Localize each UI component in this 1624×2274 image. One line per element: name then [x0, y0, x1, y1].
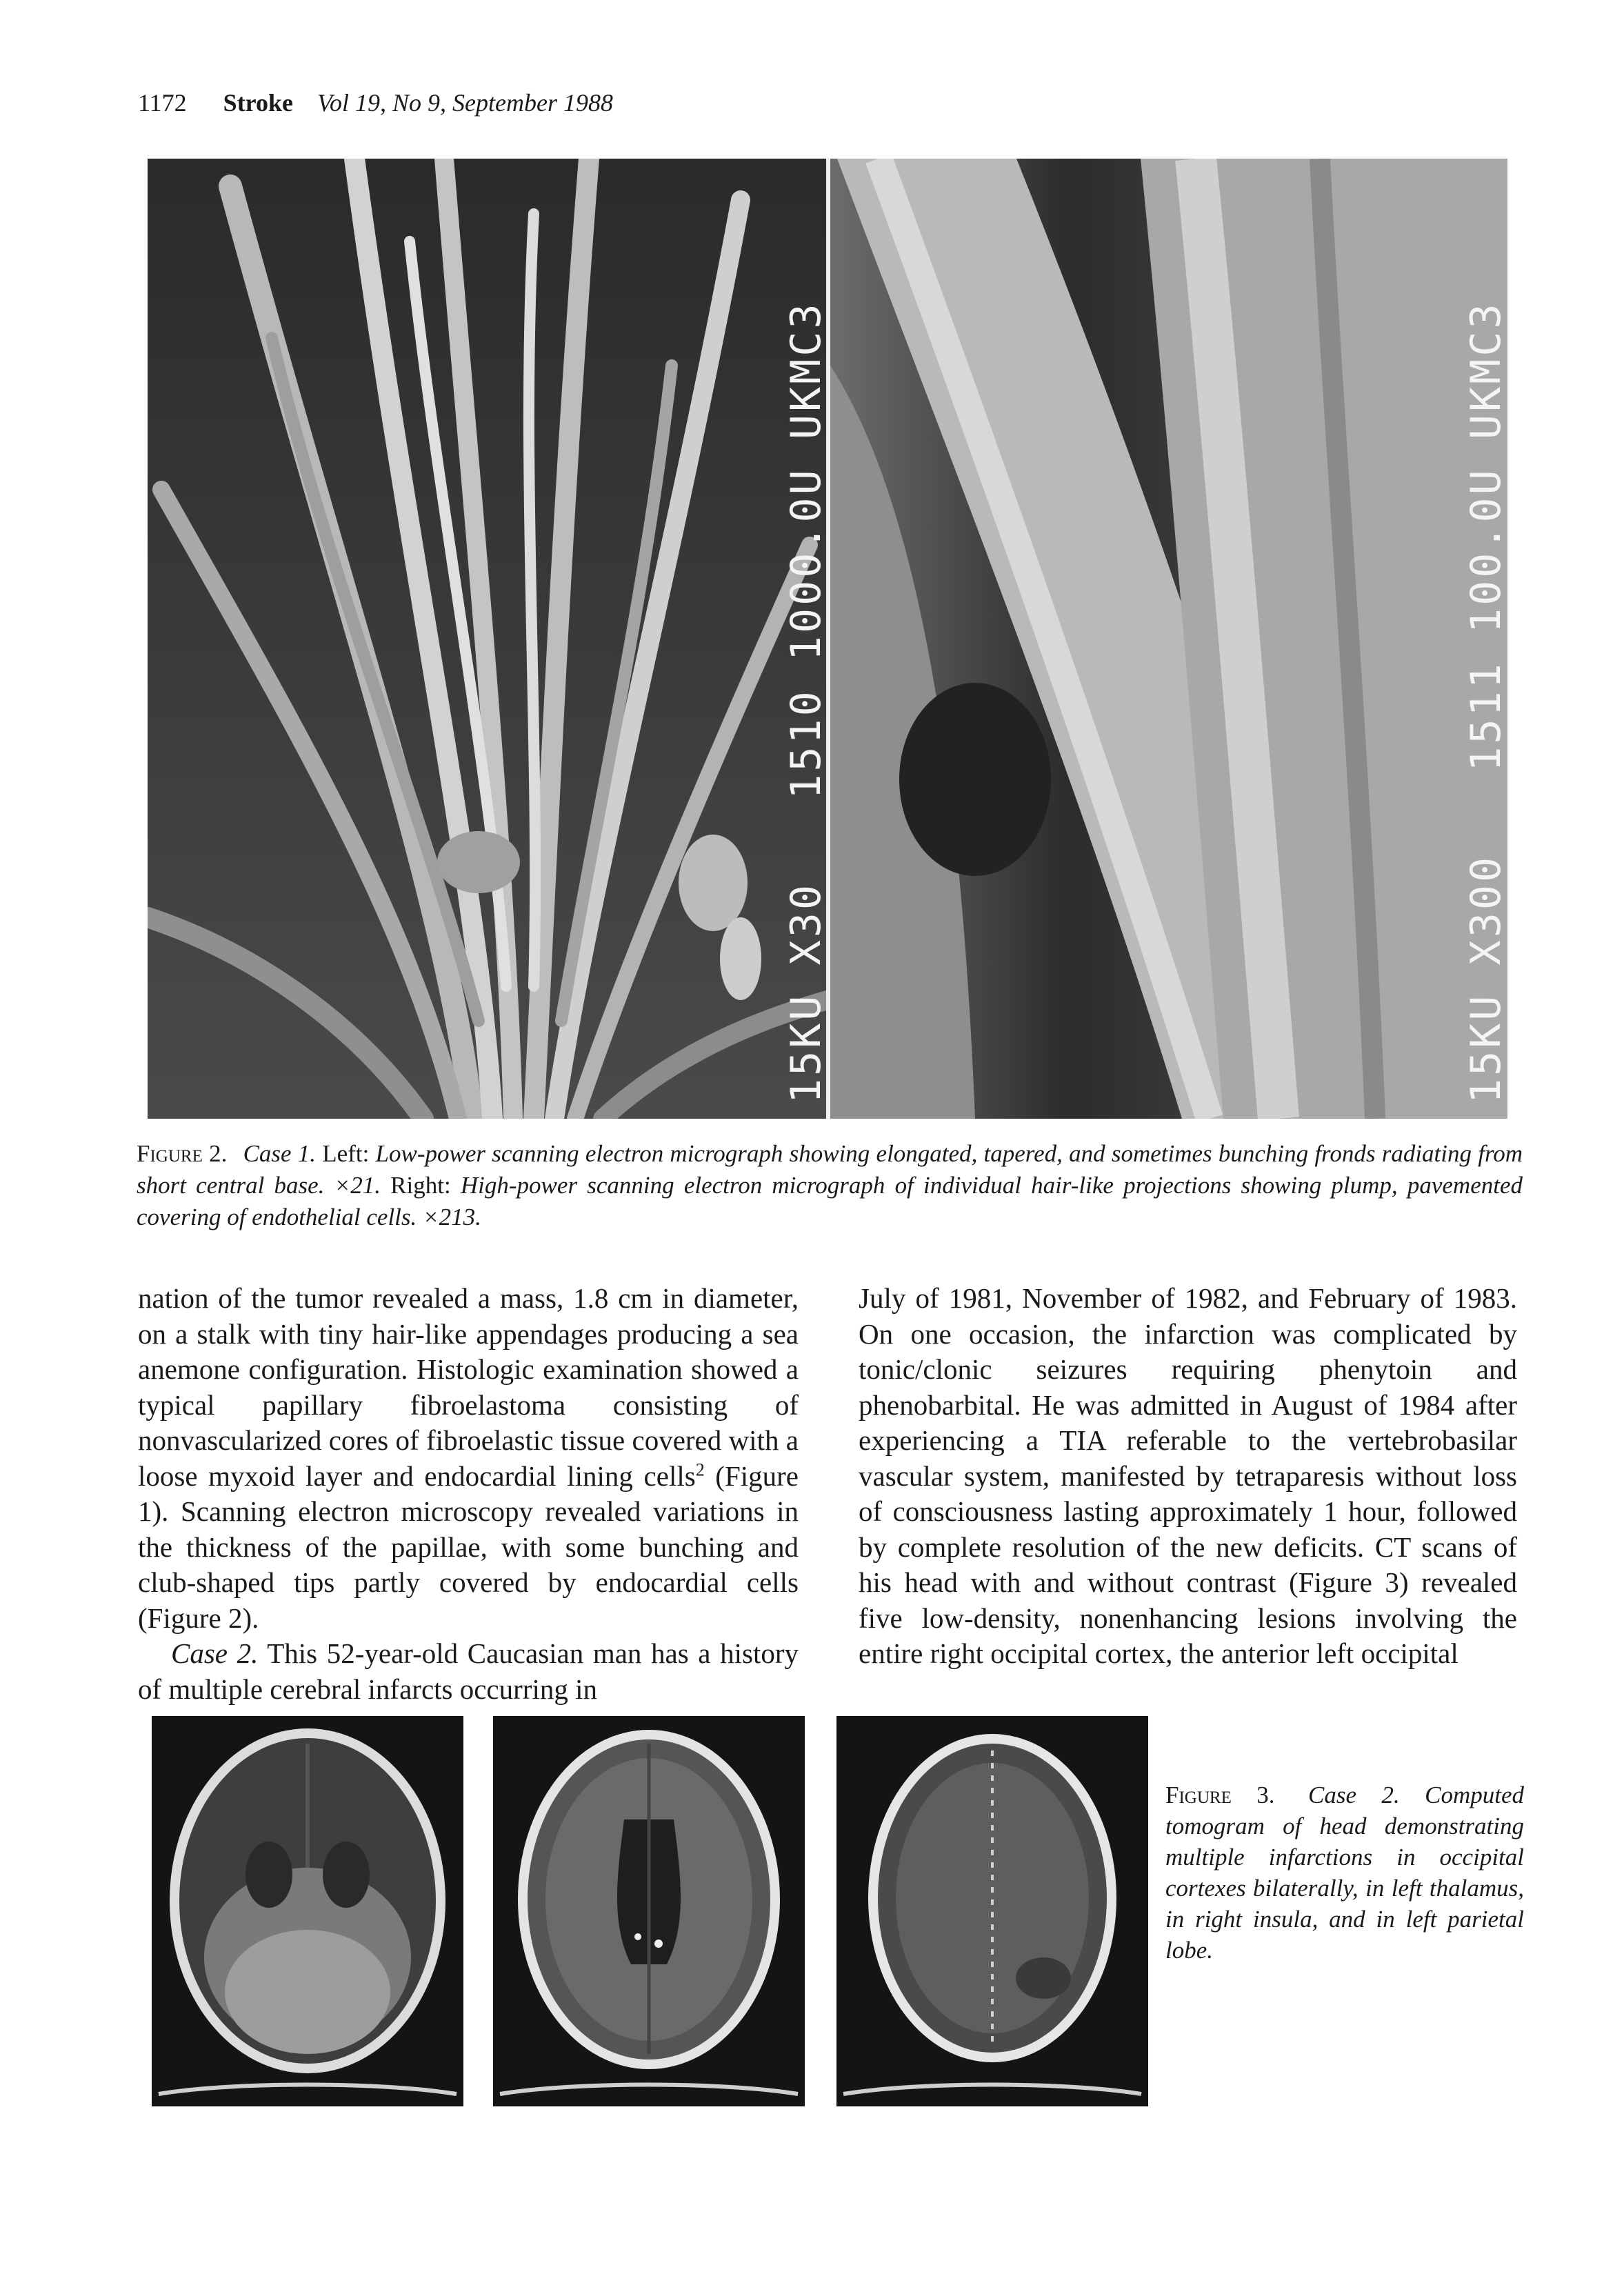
- figure-2-caption: [137, 1138, 1523, 1233]
- left-p2-text: This 52-year-old Caucasian man has a history of multiple cerebral infarcts occurring in: [138, 1637, 799, 1705]
- sem-left-imprint: [782, 301, 830, 1104]
- sem-right-imprint-2: 1511 100.0U UKMC3: [1462, 301, 1510, 772]
- sem-right-imprint-1: 15KU X300: [1462, 854, 1510, 1104]
- right-paragraph-1: July of 1981, November of 1982, and February of 1983. On one occasion, the infarction was complicated by tonic/clonic seizures requiring phenytoin and phenobarbital. He was admitted in August of 1984 after experiencing a TIA referable to the vertebrobasilar vascular system, manifested by tetraparesis without loss of consciousness lasting approximately 1 hour, followed by complete resolution of the new deficits. CT scans of his head with and without contrast (Figure 3) revealed five low-density, nonenhancing lesions involving the entire right occipital cortex, the anterior left occipital: [859, 1282, 1517, 1669]
- left-p1-text: nation of the tumor revealed a mass, 1.8 cm in diameter, on a stalk with tiny hair-like appendages producing a sea anemone configuration. Histologic examination showed a typical papillary fibroelastoma consisting of nonvascularized cores of fibroelastic tissue covered with a loose myxoid layer and endocardial lining cells: [138, 1282, 799, 1492]
- body-left-column: [138, 1281, 799, 1707]
- sem-left-imprint-2: 1510 1000.0U UKMC3: [782, 301, 830, 799]
- sem-left-panel: [148, 159, 828, 1119]
- issue-info: Vol 19, No 9, September 1988: [317, 89, 613, 117]
- ct-scan-2: [493, 1716, 805, 2106]
- left-paragraph-1: [138, 1281, 799, 1636]
- figure-2-left-text: Low-power scanning electron micrograph showing elongated, tapered, and sometimes bunching fronds radiating from short central base. ×21.: [137, 1140, 1523, 1199]
- figure-2-label: Figure 2.: [137, 1140, 228, 1167]
- sem-left-imprint-1: 15KU X30: [782, 882, 830, 1104]
- body-right-column: [859, 1281, 1517, 1672]
- ct-scan-3: [836, 1716, 1148, 2106]
- sem-right-panel: [830, 159, 1507, 1119]
- figure-2-right-text: High-power scanning electron micrograph of individual hair-like projections showing plump, pavemented covering of endothelial cells. ×213.: [137, 1172, 1523, 1230]
- running-header: [138, 88, 613, 117]
- ct-scan-1: [152, 1716, 463, 2106]
- figure-2-right-label: Right:: [390, 1172, 451, 1199]
- journal-name: Stroke: [223, 89, 294, 117]
- sem-right-imprint: [1462, 301, 1510, 1104]
- left-p1-end: (Figure 1). Scanning electron microscopy revealed variations in the thickness of the papillae, with some bunching and club-shaped tips partly covered by endocardial cells (Figure 2).: [138, 1459, 799, 1634]
- figure-2-left-label: Left:: [322, 1140, 370, 1167]
- figure-3-label: Figure 3.: [1165, 1782, 1275, 1808]
- page-number: 1172: [138, 89, 187, 117]
- case-2-label: Case 2.: [171, 1637, 259, 1669]
- left-paragraph-2: [138, 1636, 799, 1707]
- figure-3-text: Case 2. Computed tomogram of head demonstrating multiple infarctions in occipital cortexes bilaterally, in left thalamus, in right insula, and in left parietal lobe.: [1165, 1782, 1524, 1964]
- figure-2-case: Case 1.: [243, 1140, 317, 1167]
- figure-3-caption: [1165, 1779, 1524, 1966]
- reference-superscript: 2: [695, 1459, 705, 1479]
